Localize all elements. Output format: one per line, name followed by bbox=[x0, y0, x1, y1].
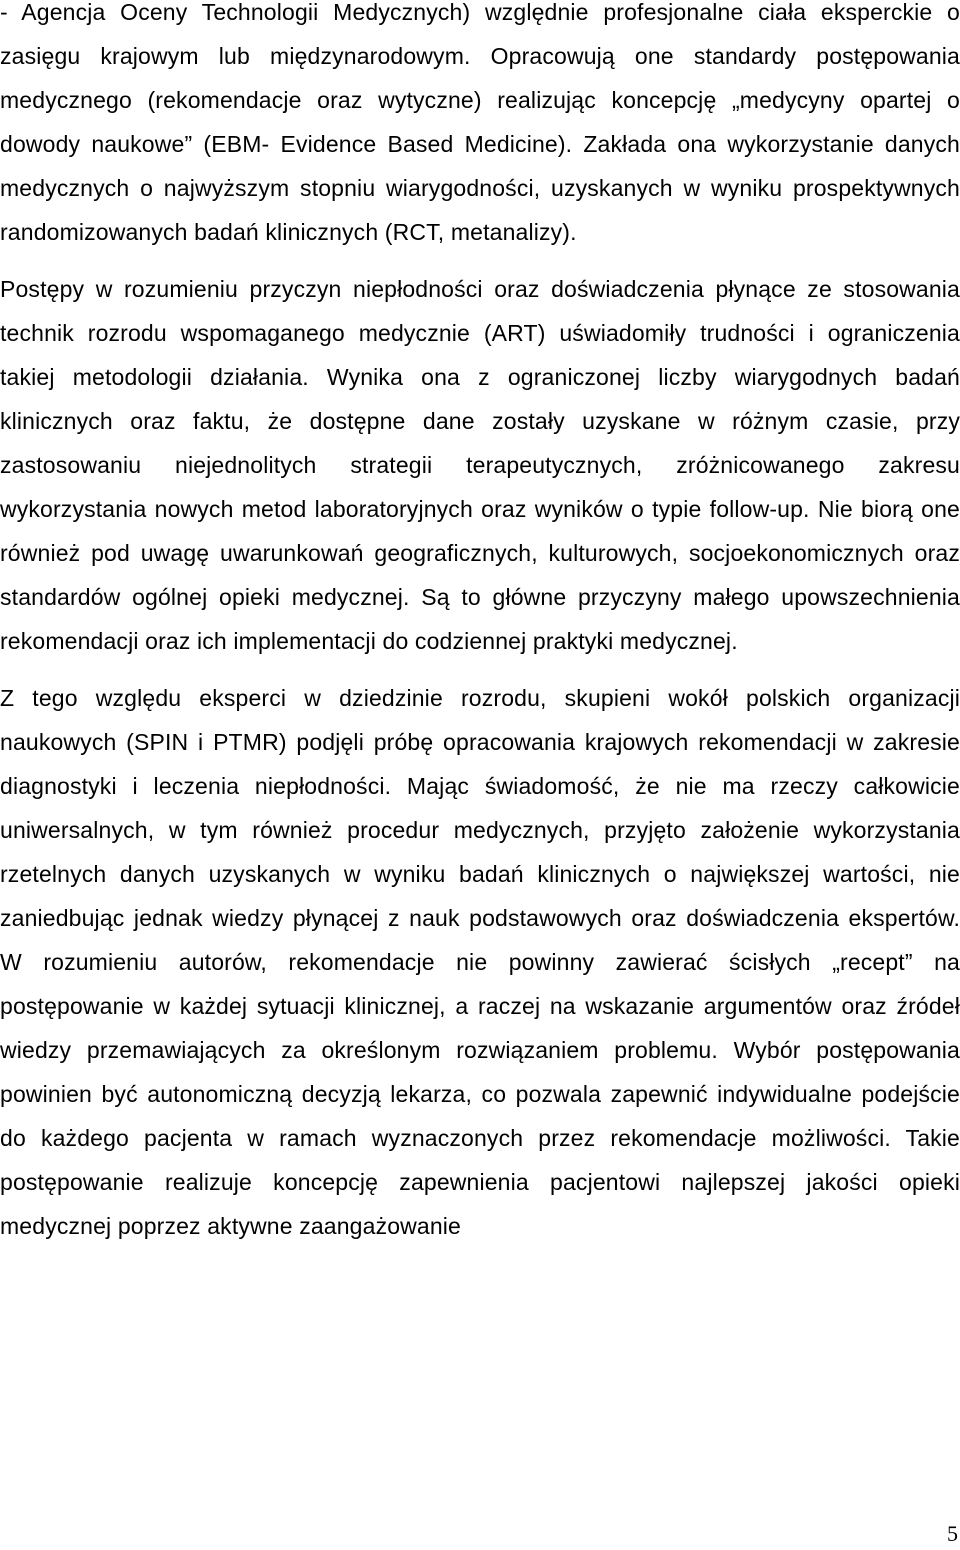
page-number: 5 bbox=[947, 1521, 958, 1546]
paragraph-3: Z tego względu eksperci w dziedzinie rozrodu, skupieni wokół polskich organizacji naukowych (SPIN i PTMR) podjęli próbę opracowania krajowych rekomendacji w zakresie diagnostyki i leczenia niepłodności. Mając świadomość, że nie ma rzeczy całkowicie uniwersalnych, w tym również procedur medycznych, przyjęto założenie wykorzystania rzetelnych danych uzyskanych w wyniku badań klinicznych o największej wartości, nie zaniedbując jednak wiedzy płynącej z nauk podstawowych oraz doświadczenia ekspertów. W rozumieniu autorów, rekomendacje nie powinny zawierać ścisłych „recept” na postępowanie w każdej sytuacji klinicznej, a raczej na wskazanie argumentów oraz źródeł wiedzy przemawiających za określonym rozwiązaniem problemu. Wybór postępowania powinien być autonomiczną decyzją lekarza, co pozwala zapewnić indywidualne podejście do każdego pacjenta w ramach wyznaczonych przez rekomendacje możliwości. Takie postępowanie realizuje koncepcję zapewnienia pacjentowi najlepszej jakości opieki medycznej poprzez aktywne zaangażowanie bbox=[0, 685, 960, 1239]
paragraph-2: Postępy w rozumieniu przyczyn niepłodności oraz doświadczenia płynące ze stosowania technik rozrodu wspomaganego medycznie (ART) uświadomiły trudności i ograniczenia takiej metodologii działania. Wynika ona z ograniczonej liczby wiarygodnych badań klinicznych oraz faktu, że dostępne dane zostały uzyskane w różnym czasie, przy zastosowaniu niejednolitych strategii terapeutycznych, zróżnicowanego zakresu wykorzystania nowych metod laboratoryjnych oraz wyników o typie follow-up. Nie biorą one również pod uwagę uwarunkowań geograficznych, kulturowych, socjoekonomicznych oraz standardów ogólnej opieki medycznej. Są to główne przyczyny małego upowszechnienia rekomendacji oraz ich implementacji do codziennej praktyki medycznej. bbox=[0, 276, 960, 654]
paragraph-1: - Agencja Oceny Technologii Medycznych) względnie profesjonalne ciała eksperckie o zasięgu krajowym lub międzynarodowym. Opracowują one standardy postępowania medycznego (rekomendacje oraz wytyczne) realizując koncepcję „medycyny opartej o dowody naukowe” (EBM- Evidence Based Medicine). Zakłada ona wykorzystanie danych medycznych o najwyższym stopniu wiarygodności, uzyskanych w wyniku prospektywnych randomizowanych badań klinicznych (RCT, metanalizy). bbox=[0, 0, 960, 245]
